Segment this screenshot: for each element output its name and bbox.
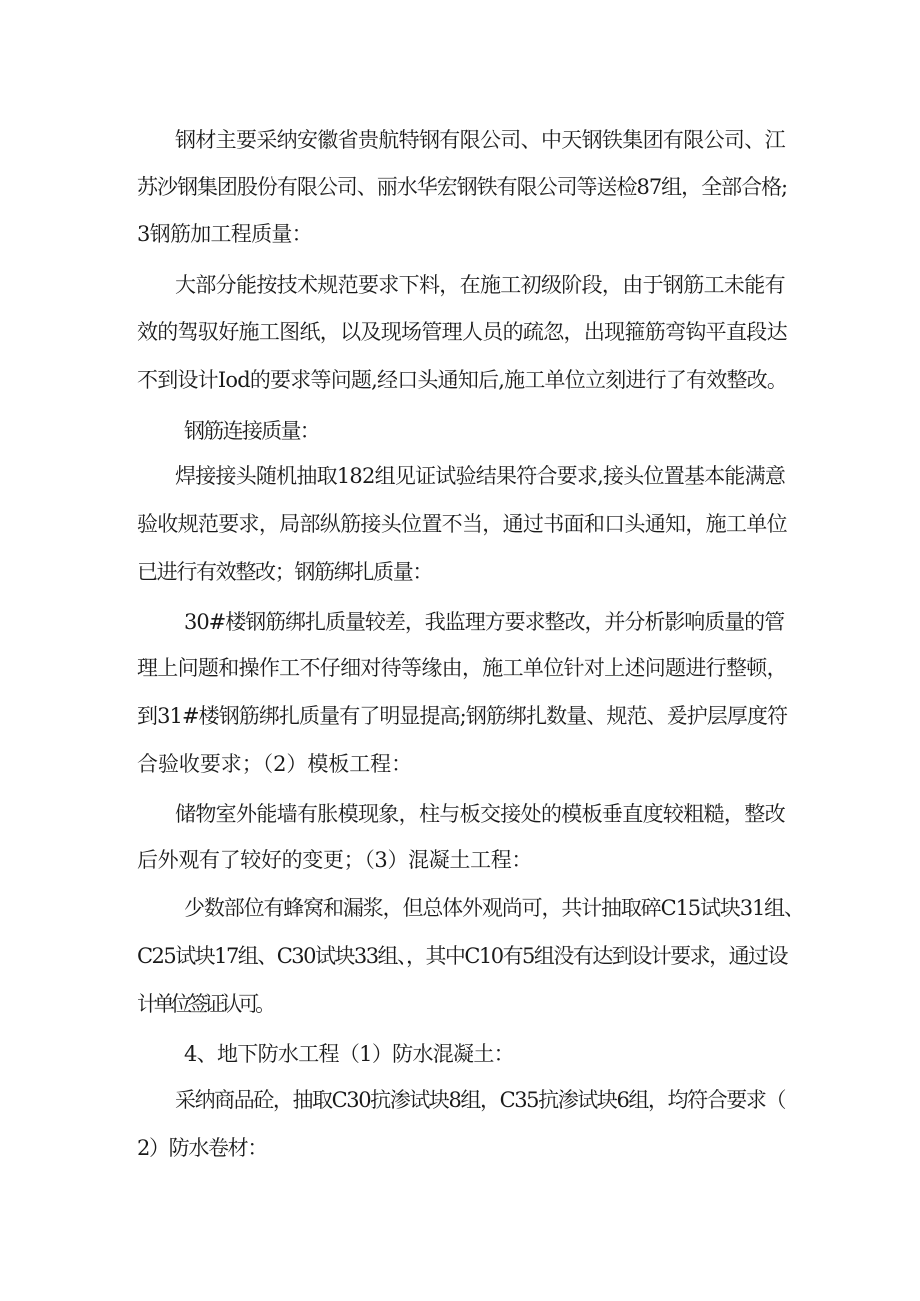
- text-line-4: 大部分能按技术规范要求下料，在施工初级阶段，由于钢筋工未能有: [175, 273, 785, 297]
- text-line-10: 已进行有效整改；钢筋绑扎质量：: [137, 560, 433, 584]
- text-line-21: 采纳商品砼，抽取C30抗渗试块8组，C35抗渗试块6组，均符合要求（: [175, 1088, 786, 1112]
- text-line-3: 3钢筋加工程质量：: [137, 222, 312, 246]
- text-line-11: 30#楼钢筋绑扎质量较差，我监理方要求整改，并分析影响质量的管: [184, 610, 785, 634]
- text-line-12: 理上问题和操作工不仔细对待等缘由，施工单位针对上述问题进行整顿，: [137, 656, 787, 680]
- text-line-6: 不到设计Iod的要求等问题,经口头通知后,施工单位立刻进行了有效整改。: [137, 368, 788, 392]
- text-line-16: 后外观有了较好的变更；（3）混凝土工程：: [137, 848, 533, 872]
- text-line-13: 到31#楼钢筋绑扎质量有了明显提高;钢筋绑扎数量、规范、爰护层厚度符: [137, 704, 788, 728]
- text-line-2: 苏沙钢集团股份有限公司、丽水华宏钢铁有限公司等送检87组，全部合格;: [137, 175, 788, 199]
- text-line-1: 钢材主要采纳安徽省贵航特钢有限公司、中天钢铁集团有限公司、江: [175, 128, 785, 152]
- text-line-8: 焊接接头随机抽取182组见证试验结果符合要求,接头位置基本能满意: [175, 464, 786, 488]
- text-line-7: 钢筋连接质量：: [184, 419, 320, 443]
- text-line-15: 储物室外能墙有胀模现象，柱与板交接处的模板垂直度较粗糙，整改: [175, 802, 785, 826]
- text-line-20: 4、地下防水工程（1）防水混凝土：: [184, 1042, 514, 1066]
- text-line-22: 2）防水卷材：: [137, 1136, 267, 1160]
- text-line-17: 少数部位有蜂窝和漏浆，但总体外观尚可，共计抽取碎C15试块31组、: [184, 896, 804, 920]
- text-line-14: 合验收要求；（2）模板工程：: [137, 752, 413, 776]
- text-line-5: 效的驾驭好施工图纸，以及现场管理人员的疏忽，出现箍筋弯钩平直段达: [137, 320, 787, 344]
- text-line-19: 计单位签证认可。: [137, 992, 272, 1016]
- text-line-18: C25试块17组、C30试块33组、，其中C10有5组没有达到设计要求，通过设: [137, 944, 788, 968]
- text-line-9: 验收规范要求，局部纵筋接头位置不当，通过书面和口头通知，施工单位: [137, 512, 787, 536]
